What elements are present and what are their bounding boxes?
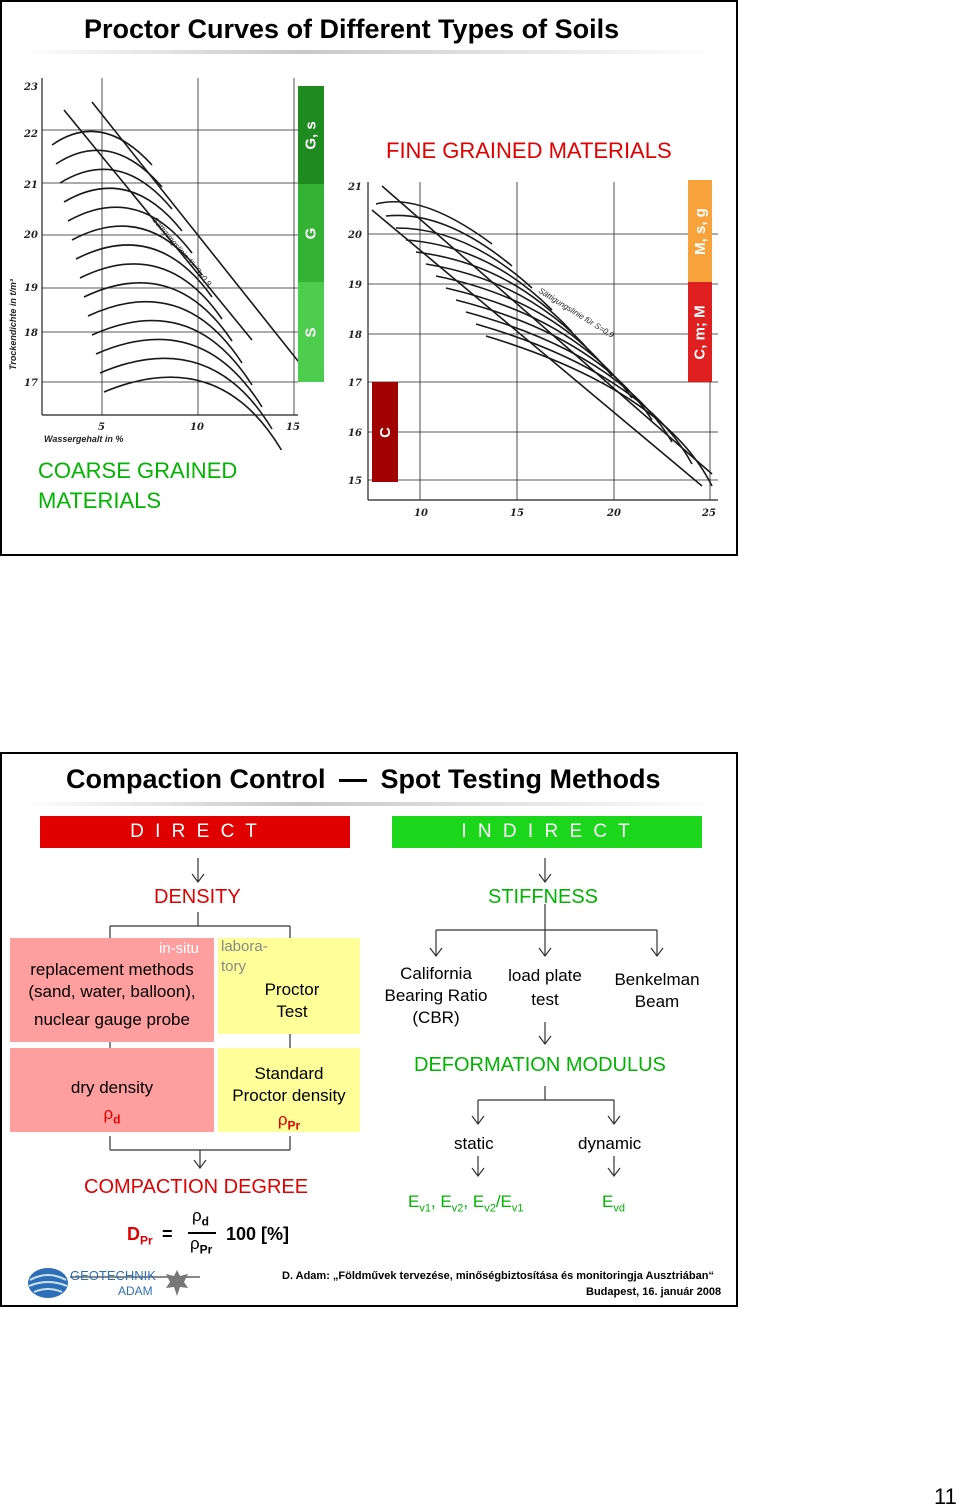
right-ytick: 18	[348, 330, 362, 341]
right-ytick: 21	[348, 182, 362, 193]
eagle-emblem-icon	[164, 1268, 190, 1298]
indirect-header: I N D I R E C T	[392, 816, 702, 848]
slide-compaction-control	[0, 752, 738, 1307]
slide-proctor-curves	[0, 0, 738, 556]
right-xtick: 20	[607, 508, 621, 519]
left-xtick: 15	[286, 422, 300, 433]
coarse-grained-label-1: COARSE GRAINED	[38, 458, 238, 483]
density-label: DENSITY	[154, 886, 241, 908]
right-ytick: 17	[348, 378, 362, 389]
right-ytick: 20	[348, 230, 362, 241]
formula-tail: 100 [%]	[226, 1224, 290, 1244]
compaction-curve	[376, 202, 492, 244]
load-plate-2: test	[531, 990, 559, 1009]
load-plate-1: load plate	[508, 966, 582, 985]
compaction-curve	[486, 336, 712, 486]
compaction-curve	[92, 321, 252, 385]
laboratory-label-2: tory	[221, 958, 247, 975]
bar-c: C	[372, 382, 398, 482]
ev-static-values: $E_{v1}$, $E_{v2}$, $E_{v2}/E_{v1}$	[408, 1192, 524, 1215]
deformation-modulus-label: DEFORMATION MODULUS	[414, 1054, 666, 1076]
slide1-title: Proctor Curves of Different Types of Soils	[84, 14, 620, 44]
compaction-curve	[104, 377, 282, 450]
replacement-text-1: replacement methods	[30, 960, 194, 979]
compaction-curve	[372, 210, 702, 486]
bar-g-s: G, s	[298, 86, 324, 184]
rho-d: $\rho_d$	[103, 1104, 121, 1127]
left-proctor-plot	[2, 70, 302, 450]
footer-place: Budapest, 16. január 2008	[586, 1286, 722, 1298]
globe-logo-icon	[26, 1266, 70, 1300]
static-label: static	[454, 1134, 494, 1153]
proctor-test-2: Test	[276, 1002, 308, 1021]
left-ytick: 21	[24, 180, 38, 191]
right-xtick: 15	[510, 508, 524, 519]
insitu-label: in-situ	[159, 940, 200, 957]
cbr-1: California	[400, 964, 472, 983]
bar-c-m-m: C, m; M	[688, 282, 712, 382]
direct-header: D I R E C T	[40, 816, 350, 848]
fine-grained-label: FINE GRAINED MATERIALS	[386, 138, 672, 163]
replacement-text-2: (sand, water, balloon),	[28, 982, 196, 1001]
compaction-degree-label: COMPACTION DEGREE	[84, 1176, 309, 1198]
standard-proctor-2: Proctor density	[232, 1086, 346, 1105]
bar-g: G	[298, 184, 324, 282]
logo-text-geotechnik: GEOTECHNIK	[70, 1268, 156, 1283]
cbr-2: Bearing Ratio	[384, 986, 488, 1005]
left-ytick: 23	[24, 82, 38, 93]
left-y-axis-label: Trockendichte in t/m³	[8, 279, 18, 370]
right-xtick: 10	[414, 508, 428, 519]
formula-eq: =	[162, 1224, 173, 1244]
left-ytick: 19	[24, 283, 38, 294]
logo-text-adam: ADAM	[118, 1284, 153, 1298]
dynamic-label: dynamic	[578, 1134, 642, 1153]
right-saturation-label: Sättigungslinie für S=0,9	[536, 286, 616, 340]
left-ytick: 18	[24, 328, 38, 339]
dry-density-label: dry density	[70, 1078, 154, 1097]
title-part-1: Compaction Control	[66, 764, 326, 794]
left-xtick: 10	[190, 422, 204, 433]
compaction-curve	[466, 312, 672, 442]
compaction-curve	[382, 186, 712, 474]
left-saturation-label: Sättigungslinie für S=0,9	[150, 215, 214, 288]
left-ytick: 20	[24, 230, 38, 241]
proctor-test-1: Proctor	[264, 980, 320, 999]
left-x-axis-label: Wassergehalt in %	[44, 434, 124, 444]
formula-lhs: $D_{Pr}$	[127, 1224, 153, 1248]
right-ytick: 16	[348, 428, 362, 439]
standard-proctor-1: Standard	[254, 1064, 324, 1083]
title-part-2: Spot Testing Methods	[380, 764, 661, 794]
stiffness-label: STIFFNESS	[488, 886, 599, 908]
left-ytick: 22	[24, 129, 38, 140]
title-separator	[20, 50, 720, 54]
page-number: 11	[934, 1484, 957, 1509]
compaction-curve	[56, 150, 162, 187]
bar-m-s-g: M, s, g	[688, 180, 712, 282]
compaction-curve	[92, 102, 302, 366]
footer-author: D. Adam: „Földművek tervezése, minőségbiztosítása és monitoringja Ausztriában“	[282, 1270, 714, 1282]
right-xtick: 25	[702, 508, 716, 519]
benkelman-2: Beam	[634, 992, 680, 1011]
formula-numerator: $\rho_d$	[192, 1206, 210, 1229]
coarse-grained-label-2: MATERIALS	[38, 488, 162, 513]
right-ytick: 15	[348, 476, 362, 487]
left-ytick: 17	[24, 378, 38, 389]
compaction-curve	[100, 358, 272, 429]
benkelman-1: Benkelman	[614, 970, 700, 989]
right-proctor-plot	[342, 174, 724, 524]
rho-pr: $\rho_{Pr}$	[277, 1110, 301, 1133]
cbr-3: (CBR)	[412, 1008, 460, 1027]
replacement-text-3: nuclear gauge probe	[34, 1010, 190, 1029]
laboratory-label-1: labora-	[221, 938, 268, 955]
right-ytick: 19	[348, 280, 362, 291]
left-xtick: 5	[98, 422, 105, 433]
ev-dynamic-value: $E_{vd}$	[602, 1192, 625, 1215]
compaction-curve	[96, 339, 262, 407]
bar-s: S	[298, 282, 324, 382]
formula-denominator: $\rho_{Pr}$	[190, 1234, 213, 1257]
